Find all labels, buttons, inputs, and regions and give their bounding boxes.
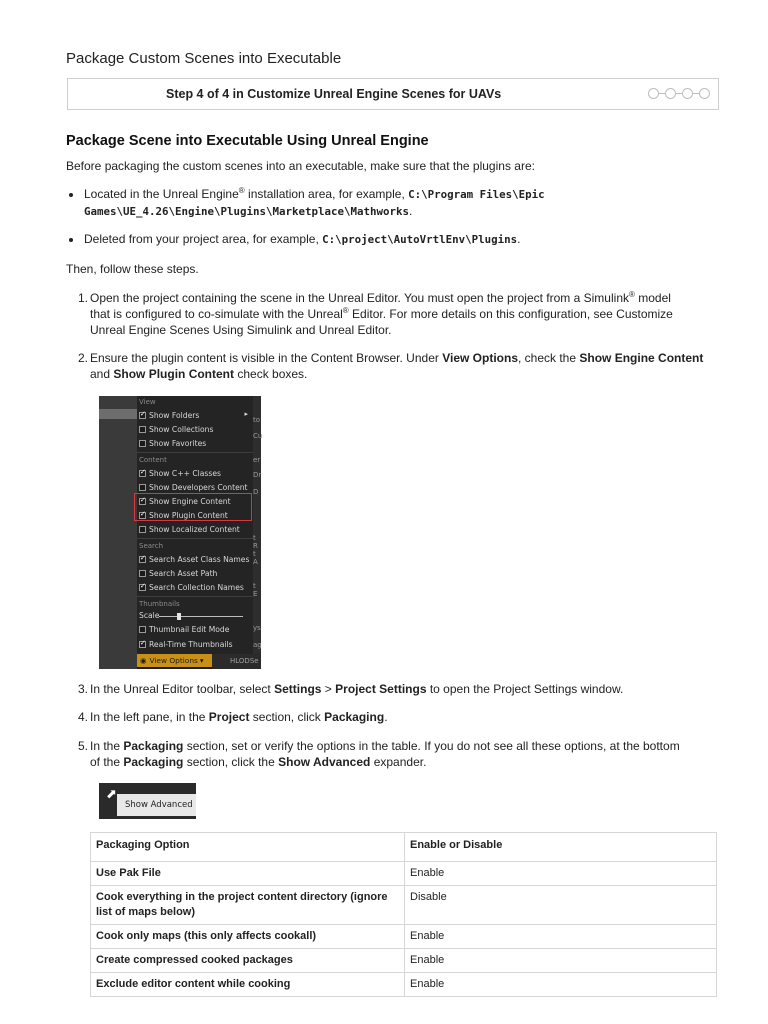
section-heading: Package Scene into Executable Using Unreal Engine	[66, 133, 429, 149]
table-header-cell: Packaging Option	[91, 833, 405, 862]
checkbox-icon[interactable]	[139, 556, 146, 563]
menu-item-show-collections[interactable]: Show Collections	[139, 424, 213, 435]
submenu-arrow-icon: ▸	[244, 410, 248, 418]
scale-slider-track[interactable]	[159, 616, 243, 617]
background-text: t E	[253, 582, 258, 598]
checkbox-icon[interactable]	[139, 484, 146, 491]
bullet-item-located: Located in the Unreal Engine® installation area, for example, C:\Program Files\Epic Games\UE_4.26\Engine\Plugins\Marketplace\Mathworks.	[84, 186, 545, 218]
bullet-item-deleted: Deleted from your project area, for example, C:\project\AutoVrtlEnv\Plugins.	[84, 232, 521, 246]
checkbox-icon[interactable]	[139, 470, 146, 477]
table-row	[91, 949, 717, 973]
table-cell-option: Exclude editor content while cooking	[91, 973, 405, 997]
chevron-down-icon: ▾	[199, 656, 204, 665]
table-header-row	[91, 833, 717, 862]
table-cell-value: Enable	[405, 949, 717, 973]
table-row	[91, 973, 717, 997]
bullet-dot	[69, 238, 73, 242]
step-dot-2[interactable]	[665, 88, 676, 99]
table-cell-value: Enable	[405, 862, 717, 886]
step-dot-3[interactable]	[682, 88, 693, 99]
step-1-text: Open the project containing the scene in the Unreal Editor. You must open the project from a Simulink® model that is configured to co-simulate with the Unreal® Editor. For more details on this configuration, see Customize Unreal Engine Scenes Using Simulink and Unreal Editor.	[90, 290, 673, 337]
menu-item-search-collection-names[interactable]: ✓ Search Collection Names	[139, 582, 244, 593]
background-text: t R	[253, 534, 258, 550]
step-number: 3.	[77, 682, 88, 696]
hlod-label: HLODSe	[212, 654, 261, 669]
menu-section-view: View	[139, 398, 156, 406]
background-text: Cu	[253, 432, 263, 440]
step-progress-indicator	[648, 88, 710, 99]
eye-icon: ◉	[140, 656, 147, 665]
step-number: 2.	[77, 351, 88, 365]
menu-item-show-plugin-content[interactable]: ✓ Show Plugin Content	[139, 510, 228, 521]
background-text: to	[253, 416, 261, 424]
table-cell-option: Cook only maps (this only affects cookall)	[91, 925, 405, 949]
menu-section-thumbnails: Thumbnails	[139, 600, 180, 608]
step-dot-4[interactable]	[699, 88, 710, 99]
table-cell-value: Enable	[405, 973, 717, 997]
checkbox-icon[interactable]	[139, 626, 146, 633]
table-cell-option: Cook everything in the project content directory (ignore list of maps below)	[91, 886, 405, 925]
mouse-cursor-icon: ⬈	[106, 786, 117, 801]
view-options-screenshot	[99, 396, 261, 669]
menu-item-search-asset-class-names[interactable]: ✓ Search Asset Class Names	[139, 554, 249, 565]
then-paragraph: Then, follow these steps.	[66, 262, 199, 276]
checkbox-icon[interactable]	[139, 641, 146, 648]
background-text: Dr	[253, 471, 262, 479]
checkbox-icon[interactable]	[139, 440, 146, 447]
table-header-cell: Enable or Disable	[405, 833, 717, 862]
step-dot-1[interactable]	[648, 88, 659, 99]
highlight-box	[134, 493, 252, 521]
scale-label: Scale	[139, 611, 160, 620]
menu-section-content: Content	[139, 456, 167, 464]
table-row	[91, 862, 717, 886]
menu-item-search-asset-path[interactable]: Search Asset Path	[139, 568, 217, 579]
packaging-options-table	[90, 832, 717, 997]
step-2-text: Ensure the plugin content is visible in the Content Browser. Under View Options, check the Show Engine Content and Show Plugin Content check boxes.	[90, 351, 704, 381]
table-cell-value: Enable	[405, 925, 717, 949]
menu-item-show-favorites[interactable]: Show Favorites	[139, 438, 206, 449]
menu-item-show-cpp-classes[interactable]: ✓ Show C++ Classes	[139, 468, 221, 479]
view-options-button[interactable]: ◉ View Options ▾	[137, 654, 212, 667]
step-number: 4.	[77, 710, 88, 724]
menu-item-show-engine-content[interactable]: ✓ Show Engine Content	[139, 496, 231, 507]
checkbox-icon[interactable]	[139, 584, 146, 591]
menu-item-show-developers-content[interactable]: Show Developers Content	[139, 482, 248, 493]
step-5-text: In the Packaging section, set or verify the options in the table. If you do not see all these options, at the bottom of the Packaging section, click the Show Advanced expander.	[90, 739, 680, 769]
step-3-text: In the Unreal Editor toolbar, select Settings > Project Settings to open the Project Settings window.	[90, 682, 624, 696]
checkbox-icon[interactable]	[139, 526, 146, 533]
checkbox-icon[interactable]	[139, 570, 146, 577]
table-row	[91, 925, 717, 949]
menu-item-show-folders[interactable]: ✓ Show Folders ▸	[139, 410, 251, 421]
step-number: 5.	[77, 739, 88, 753]
background-text: ag	[253, 641, 262, 649]
background-text: ys	[253, 624, 261, 632]
show-advanced-screenshot	[99, 783, 196, 819]
step-banner-text[interactable]: Step 4 of 4 in Customize Unreal Engine Scenes for UAVs	[166, 87, 502, 101]
table-cell-option: Create compressed cooked packages	[91, 949, 405, 973]
background-text: er	[253, 456, 261, 464]
page-title: Package Custom Scenes into Executable	[66, 50, 342, 67]
step-banner	[67, 78, 719, 110]
table-cell-value: Disable	[405, 886, 717, 925]
background-text: t A	[253, 550, 258, 566]
menu-item-real-time-thumbnails[interactable]: ✓ Real-Time Thumbnails	[139, 639, 233, 650]
background-text: D	[253, 488, 259, 496]
menu-item-show-localized-content[interactable]: Show Localized Content	[139, 524, 240, 535]
show-advanced-button[interactable]: Show Advanced	[117, 794, 196, 816]
checkbox-icon[interactable]	[139, 426, 146, 433]
table-cell-option: Use Pak File	[91, 862, 405, 886]
step-number: 1.	[77, 291, 88, 305]
step-4-text: In the left pane, in the Project section, click Packaging.	[90, 710, 388, 724]
intro-paragraph: Before packaging the custom scenes into an executable, make sure that the plugins are:	[66, 159, 535, 173]
bullet-dot	[69, 193, 73, 197]
menu-section-search: Search	[139, 542, 164, 550]
checkbox-icon[interactable]	[139, 412, 146, 419]
menu-item-thumbnail-edit-mode[interactable]: Thumbnail Edit Mode	[139, 624, 229, 635]
view-options-menu	[137, 396, 253, 654]
scale-slider-handle[interactable]	[177, 613, 181, 620]
table-row	[91, 886, 717, 925]
